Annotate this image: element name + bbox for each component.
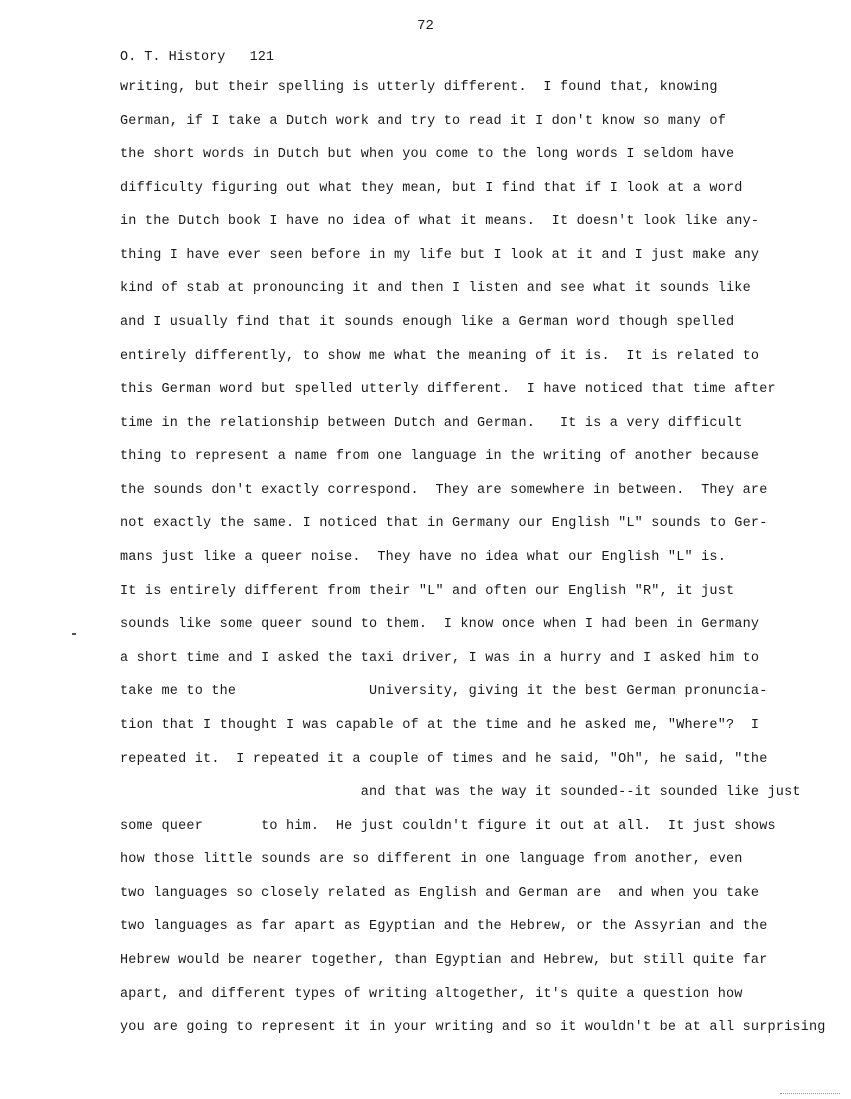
text-line: two languages so closely related as English and German are and when you take xyxy=(120,886,760,901)
text-line: It is entirely different from their "L" and often our English "R", it just xyxy=(120,584,735,599)
text-line: in the Dutch book I have no idea of what it means. It doesn't look like any- xyxy=(120,214,760,229)
text-line: kind of stab at pronouncing it and then I listen and see what it sounds like xyxy=(120,281,751,296)
text-line: take me to the University, giving it the best German pronuncia- xyxy=(120,684,768,699)
text-line: the short words in Dutch but when you come to the long words I seldom have xyxy=(120,147,735,162)
text-line: apart, and different types of writing altogether, it's quite a question how xyxy=(120,987,743,1002)
text-line: thing I have ever seen before in my life but I look at it and I just make any xyxy=(120,248,760,263)
text-line: repeated it. I repeated it a couple of times and he said, "Oh", he said, "the xyxy=(120,752,768,767)
text-line: this German word but spelled utterly different. I have noticed that time after xyxy=(120,382,776,397)
text-line: not exactly the same. I noticed that in Germany our English "L" sounds to Ger- xyxy=(120,516,768,531)
text-line: time in the relationship between Dutch and German. It is a very difficult xyxy=(120,416,743,431)
text-line: how those little sounds are so different in one language from another, even xyxy=(120,852,743,867)
text-line: difficulty figuring out what they mean, but I find that if I look at a word xyxy=(120,181,743,196)
page-edge-mark xyxy=(780,1093,840,1094)
text-line: the sounds don't exactly correspond. They are somewhere in between. They are xyxy=(120,483,768,498)
margin-mark xyxy=(72,633,76,635)
text-line: tion that I thought I was capable of at the time and he asked me, "Where"? I xyxy=(120,718,760,733)
text-line: mans just like a queer noise. They have no idea what our English "L" is. xyxy=(120,550,726,565)
text-line: and I usually find that it sounds enough like a German word though spelled xyxy=(120,315,735,330)
text-line: you are going to represent it in your writing and so it wouldn't be at all surprising xyxy=(120,1020,826,1035)
text-line: sounds like some queer sound to them. I know once when I had been in Germany xyxy=(120,617,760,632)
text-line: some queer to him. He just couldn't figure it out at all. It just shows xyxy=(120,819,776,834)
running-head: O. T. History 121 xyxy=(120,50,274,65)
text-line: German, if I take a Dutch work and try to read it I don't know so many of xyxy=(120,114,726,129)
page-number: 72 xyxy=(417,18,434,34)
text-line: Hebrew would be nearer together, than Egyptian and Hebrew, but still quite far xyxy=(120,953,768,968)
text-line: writing, but their spelling is utterly different. I found that, knowing xyxy=(120,80,718,95)
text-line: a short time and I asked the taxi driver, I was in a hurry and I asked him to xyxy=(120,651,760,666)
text-line: two languages as far apart as Egyptian and the Hebrew, or the Assyrian and the xyxy=(120,919,768,934)
text-line: entirely differently, to show me what the meaning of it is. It is related to xyxy=(120,349,760,364)
text-line: thing to represent a name from one language in the writing of another because xyxy=(120,449,760,464)
text-line: and that was the way it sounded--it sounded like just xyxy=(120,785,801,800)
